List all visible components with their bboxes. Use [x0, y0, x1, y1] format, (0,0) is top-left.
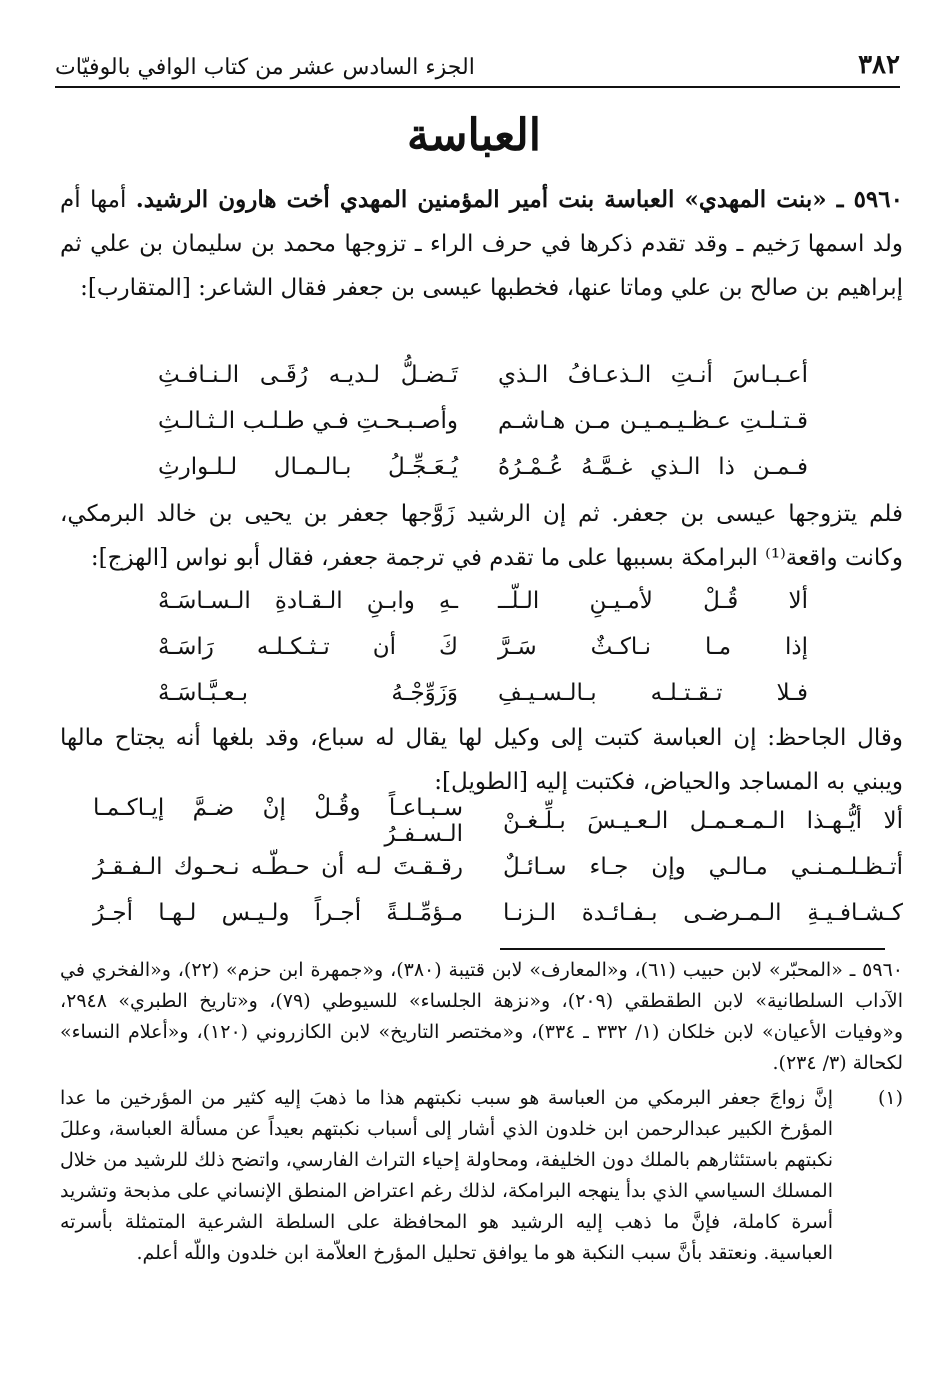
poem-tawil [90, 795, 903, 936]
page-number: ٣٨٢ [858, 50, 900, 80]
verse [100, 444, 808, 490]
verse [90, 844, 903, 890]
footnote-text: إنَّ زواجَ جعفر البرمكي من العباسة هو سبب نكبتهم هذا ما ذهبَ إليه كثير من المؤرخين ما عدا المؤرخ الكبير عبدالرحمن ابن خلدون الذي أشار إلى أسباب نكبتهم بعيداً عن مسألة العباسة، وعللَ نكبتهم باستئثارهم بالملك دون الخليفة، ومحاولة إحياء التراث الفارسي، واتضح ذلك للرشيد من خلال المسلك السياسي الذي بدأ ينهجه البرامكة، لذلك رغم اعتراض المنطق الإنساني على مذبحة وتشريد أسرة كاملة، فإنَّ ما ذهب إليه الرشيد هو المحافظة على السلطة الشرعية المتمثلة بأسرته العباسية. ونعتقد بأنَّ سبب النكبة هو ما يوافق تحليل المؤرخ العلاّمة ابن خلدون واللّه أعلم. [60, 1087, 833, 1264]
verse-second-hemistich: وَزَوِّجْـهُ بـعـبَّـاسَـهْ [158, 680, 458, 706]
footnote-number: (١) [877, 1087, 903, 1109]
poem-mutaqarib [100, 352, 808, 490]
chapter-title: العباسة [407, 110, 541, 161]
verse-first-hemistich: أتـظـلـمـنـي مـالـي وإن جـاء سـائـلٌ [503, 854, 903, 880]
verse-second-hemistich: تَـضـلُّ لـديـه رُقَـى الـنـافـثِ [158, 362, 458, 388]
running-header [55, 40, 900, 88]
verse [100, 352, 808, 398]
verse-second-hemistich: يُـعَـجِّـلُ بـالـمـال لـلـوارثِ [158, 454, 458, 480]
verse-first-hemistich: ألا أيُّـهـذا الـمـعـمـل الـعـيـسَ بـلِّـغـنْ [503, 808, 903, 834]
verse-first-hemistich: فـمـن ذا الـذي غـمَّـهُ عُـمْـرُهُ [498, 454, 808, 480]
verse-second-hemistich: كَ أن تـثـكـلـه رَاسَـهْ [158, 634, 458, 660]
verse-first-hemistich: إذا مـا نـاكـثٌ سَـرَّ [498, 634, 808, 660]
verse [100, 624, 808, 670]
verse [100, 398, 808, 444]
verse-first-hemistich: أعـبـاسَ أنـتِ الـذعـافُ الـذي [498, 362, 808, 388]
running-title: الجزء السادس عشر من كتاب الوافي بالوفيّات [55, 55, 475, 80]
verse-first-hemistich: ألا قُـلْ لأمـيـنِ الـلّــ [498, 588, 808, 614]
entry-paragraph [60, 178, 903, 310]
footnote-separator [500, 948, 885, 950]
verse [90, 795, 903, 847]
footnote-sources: ٥٩٦٠ ـ «المحبّر» لابن حبيب (٦١)، و«المعارف» لابن قتيبة (٣٨٠)، و«جمهرة ابن حزم» (٢٢)، و«الفخري في الآداب السلطانية» لابن الطقطقي (٢٠٩)، و«نزهة الجلساء» للسيوطي (٧٩)، و«تاريخ الطبري» ٢٩٤٨، و«وفيات الأعيان» لابن خلكان (١/ ٣٣٢ ـ ٣٣٤)، و«مختصر التاريخ» لابن الكازروني (١٢٠)، و«أعلام النساء» لكحالة (٣/ ٢٣٤). [60, 959, 903, 1074]
entry-body: أمها أم ولد اسمها رَخيم ـ وقد تقدم ذكرها في حرف الراء ـ تزوجها محمد بن سليمان بن علي ثم إبراهيم بن صالح بن علي وماتا عنها، فخطبها عيسى بن جعفر فقال الشاعر: [المتقارب]: [60, 187, 903, 301]
paragraph-marriage: فلم يتزوجها عيسى بن جعفر. ثم إن الرشيد زَوَّجها جعفر بن يحيى بن خالد البرمكي، وكانت واقعة⁽¹⁾ البرامكة بسببها على ما تقدم في ترجمة جعفر، فقال أبو نواس [الهزج]: [60, 501, 903, 571]
verse-second-hemistich: سـبـاعـاً وقُـلْ إنْ ضـمَّ إيـاكـمـا الـسـفـرُ [93, 795, 463, 847]
verse-first-hemistich: فـلا تـقـتـلـه بـالـسـيـفِ [498, 680, 808, 706]
verse [100, 578, 808, 624]
footnotes [60, 955, 903, 1273]
verse [90, 890, 903, 936]
verse-second-hemistich: وأصـبـحـتِ فـي طـلـب الـثـالـثِ [158, 408, 458, 434]
verse-second-hemistich: رقـقـتَ لـه أن حـطّـه نـحـوك الـفـقـرُ [93, 854, 463, 880]
verse-second-hemistich: مـؤمِّـلـةً أجـراً ولـيـس لـهـا أجـرُ [93, 900, 463, 926]
verse-first-hemistich: قـتـلـتِ عـظـيـمـيـن مـن هـاشـم [498, 408, 808, 434]
footnote-1 [60, 1083, 903, 1269]
paragraph-jahiz: وقال الجاحظ: إن العباسة كتبت إلى وكيل لها يقال له سباع، وقد بلغها أنه يجتاح مالها ويبني به المساجد والحياض، فكتبت إليه [الطويل]: [60, 725, 903, 795]
verse [100, 670, 808, 716]
poem-hazaj [100, 578, 808, 716]
entry-heading: ٥٩٦٠ ـ «بنت المهدي» العباسة بنت أمير المؤمنين المهدي أخت هارون الرشيد. [135, 186, 903, 213]
verse-second-hemistich: ـهِ وابـنِ الـقـادةِ الـسـاسَـهْ [158, 588, 458, 614]
verse-first-hemistich: كـشـافـيـةِ الـمـرضـى بـفـائـدة الـزنـا [503, 900, 903, 926]
